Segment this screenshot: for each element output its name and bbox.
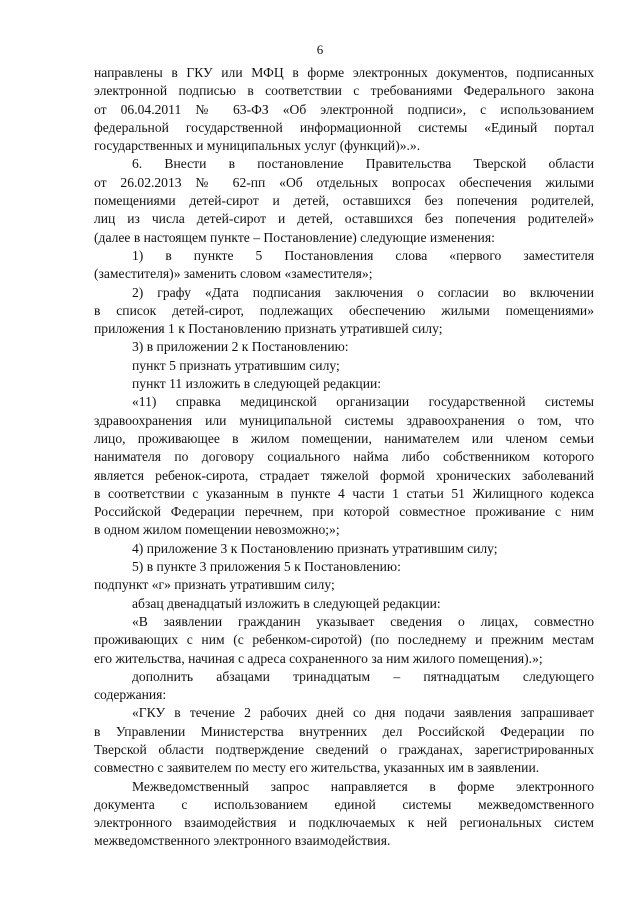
text-line: помещениями детей-сирот и детей, оставшихся без попечения родителей, (94, 193, 594, 209)
text-line: от 06.04.2011 № 63-ФЗ «Об электронной подписи», с использованием (94, 101, 594, 117)
text-line: направлены в ГКУ или МФЦ в форме электронных документов, подписанных (94, 65, 594, 80)
text-line: федеральной государственной информационной системы «Единый портал (94, 119, 594, 135)
text-line: пункт 11 изложить в следующей редакции: (132, 376, 382, 392)
text-line: абзац двенадцатый изложить в следующей редакции: (132, 595, 441, 611)
text-line: документа с использованием единой системы межведомственного (94, 796, 594, 812)
text-line: Российской Федерации перечнем, при которой совместное проживание с ним (94, 504, 594, 520)
text-line: «В заявлении гражданин указывает сведения о лицах, совместно (132, 613, 594, 629)
text-line: подпункт «г» признать утратившим силу; (94, 577, 335, 593)
text-line: 2) графу «Дата подписания заключения о согласии во включении (132, 284, 594, 300)
text-line: Тверской области подтверждение сведений о гражданах, зарегистрированных (94, 741, 594, 757)
text-line: государственных и муниципальных услуг (функций)».». (94, 138, 421, 154)
text-line: дополнить абзацами тринадцатым – пятнадцатым следующего (132, 668, 594, 684)
text-line: 5) в пункте 3 приложения 5 к Постановлению: (132, 559, 401, 575)
text-line: в Управлении Министерства внутренних дел Российской Федерации по (94, 723, 594, 739)
text-line: 4) приложение 3 к Постановлению признать утратившим силу; (132, 540, 498, 556)
document-body (94, 64, 594, 851)
text-line: в соответствии с указанным в пункте 4 части 1 статьи 51 Жилищного кодекса (94, 485, 594, 501)
text-line: является ребенок-сирота, страдает тяжелой формой хронических заболеваний (94, 467, 594, 483)
text-line: электронной подписью в соответствии с требованиями Федерального закона (94, 83, 594, 99)
text-line: межведомственного электронного взаимодействия. (94, 833, 391, 849)
text-line: его жительства, начиная с адреса сохраненного за ним жилого помещения).»; (94, 650, 543, 666)
text-line: пункт 5 признать утратившим силу; (132, 357, 340, 373)
text-line: электронного взаимодействия и подключаемых к ней региональных систем (94, 815, 594, 831)
text-line: лиц из числа детей-сирот и детей, оставшихся без попечения родителей» (94, 211, 594, 227)
text-line: проживающих с ним (с ребенком-сиротой) (по последнему и прежним местам (94, 632, 594, 648)
text-line: Межведомственный запрос направляется в форме электронного (132, 778, 594, 794)
page-number: 6 (316, 42, 324, 57)
text-line: 3) в приложении 2 к Постановлению: (132, 339, 349, 355)
text-line: приложения 1 к Постановлению признать утратившей силу; (94, 321, 443, 337)
text-line: (заместителя)» заменить словом «заместителя»; (94, 266, 373, 282)
text-line: здравоохранения или муниципальной системы здравоохранения о том, что (94, 412, 594, 428)
text-line: содержания: (94, 687, 167, 703)
text-line: 1) в пункте 5 Постановления слова «первого заместителя (132, 247, 594, 263)
text-line: в одном жилом помещении невозможно;»; (94, 522, 340, 538)
text-line: в список детей-сирот, подлежащих обеспечению жилыми помещениями» (94, 302, 594, 318)
text-line: (далее в настоящем пункте – Постановление) следующие изменения: (94, 229, 495, 245)
text-line: нанимателя по договору социального найма либо собственником которого (94, 449, 594, 465)
text-line: лицо, проживающее в жилом помещении, нанимателем или членом семьи (94, 430, 594, 446)
text-line: совместно с заявителем по месту его жительства, указанных им в заявлении. (94, 760, 540, 776)
text-line: от 26.02.2013 № 62-пп «Об отдельных вопросах обеспечения жилыми (94, 174, 594, 190)
text-line: «ГКУ в течение 2 рабочих дней со дня подачи заявления запрашивает (132, 705, 594, 721)
text-line: «11) справка медицинской организации государственной системы (132, 394, 594, 410)
text-line: 6. Внести в постановление Правительства Тверской области (132, 156, 594, 172)
